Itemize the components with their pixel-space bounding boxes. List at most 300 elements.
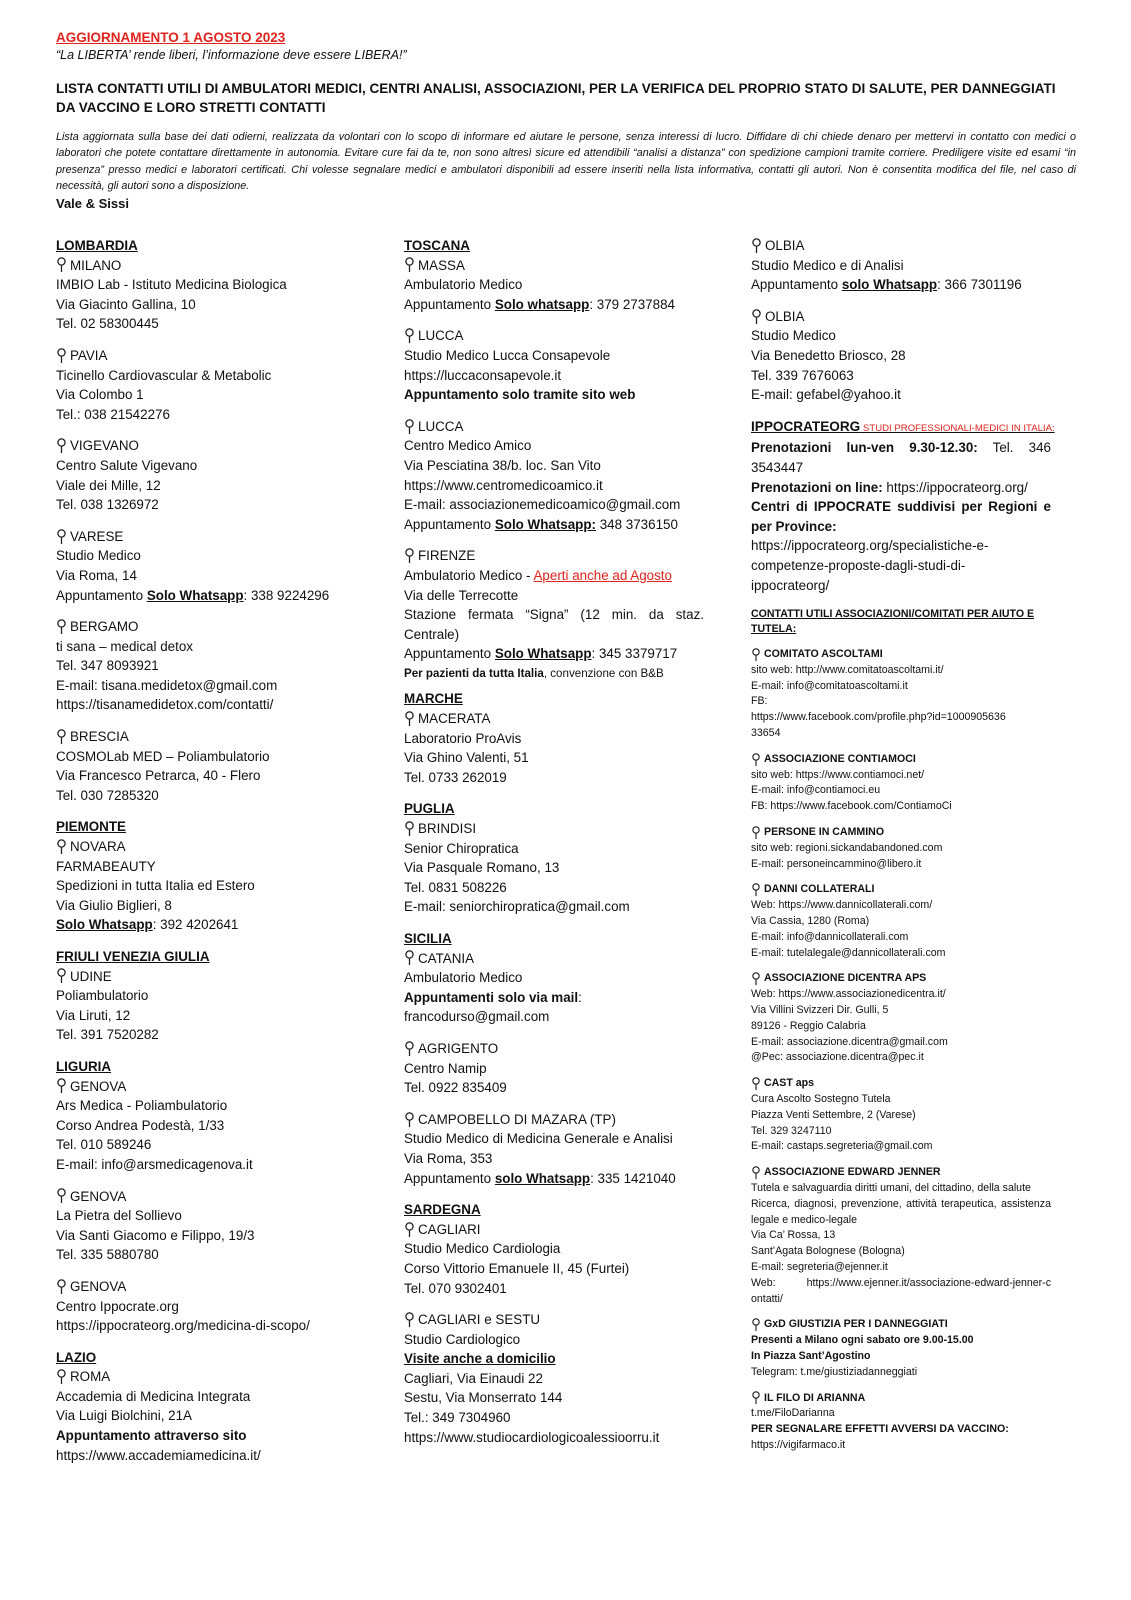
appt-text: Appuntamento [404,646,495,662]
contact-website: https://luccaconsapevole.it [404,367,562,383]
contact-name: Studio Medico Cardiologia [404,1241,561,1257]
contact-appointment [404,1169,704,1189]
city-name: UDINE [70,968,112,984]
appt-number: : 392 4202641 [152,917,239,933]
contact-phone: Tel. 0831 508226 [404,879,507,895]
contact-name: COSMOLab MED – Poliambulatorio [56,748,270,764]
contact-catania [404,949,704,1027]
contact-agrigento [404,1039,704,1098]
ippocrate-booking [751,438,1051,477]
city-heading [404,949,704,969]
contact-name: Studio Medico Lucca Consapevole [404,347,611,363]
assoc-description-1: Tutela e salvaguardia diritti umani, del cittadino, della salute [751,1182,1031,1194]
assoc-heading [751,1317,1051,1333]
appt-number: : 345 3379717 [591,646,678,662]
contact-appointment [404,295,704,315]
contact-brescia [56,727,356,805]
city-heading [404,1310,704,1330]
pin-icon [751,972,761,986]
assoc-fb-url-1: https://www.facebook.com/profile.php?id=1000905636 [751,711,1006,724]
contact-email: E-mail: associazionemedicoamico@gmail.com [404,497,681,513]
city-name: LUCCA [418,418,464,434]
city-heading [751,236,1051,256]
ippocrate-centres: Centri di IPPOCRATE suddivisi per Regioni e per Province: [751,499,1051,534]
contact-website: https://tisanamedidetox.com/contatti/ [56,697,274,713]
city-heading [404,1110,704,1130]
contact-appointment [56,915,356,935]
region-marche: MARCHE [404,691,463,707]
assoc-fb-url-2: 33654 [751,727,781,740]
city-name: MASSA [418,257,465,273]
contact-name: FARMABEAUTY [56,858,156,874]
assoc-name: ASSOCIAZIONE EDWARD JENNER [764,1166,941,1179]
pin-icon [751,826,761,840]
appt-channel: Solo Whatsapp: [494,516,596,532]
city-name: AGRIGENTO [418,1040,499,1056]
city-heading [56,256,356,276]
contact-appointment: Appuntamento solo tramite sito web [404,387,636,403]
city-name: CATANIA [418,950,475,966]
city-name: CAGLIARI e SESTU [418,1312,541,1328]
column-3 [751,236,1055,1454]
contact-appointment [751,275,1051,295]
pin-icon [56,529,67,545]
contact-email: E-mail: seniorchiropratica@gmail.com [404,899,630,915]
contact-email: E-mail: info@arsmedicagenova.it [56,1156,253,1172]
contact-email: francodurso@gmail.com [404,1009,550,1025]
contact-email: E-mail: gefabel@yahoo.it [751,387,901,403]
assoc-heading [751,1165,1051,1181]
city-name: GENOVA [70,1278,127,1294]
assoc-description: Cura Ascolto Sostegno Tutela [751,1093,891,1106]
contact-name: Studio Medico di Medicina Generale e Analisi [404,1131,673,1147]
city-name: CAGLIARI [418,1221,481,1237]
city-name: PAVIA [70,347,108,363]
assoc-fb-label: FB: [751,695,768,708]
assoc-phone: Tel. 329 3247110 [751,1124,832,1137]
contact-address: Via Santi Giacomo e Filippo, 19/3 [56,1227,255,1243]
appt-text: Appuntamento [404,1170,495,1186]
note-bold: Per pazienti da tutta Italia [404,666,544,680]
home-visits-note: Visite anche a domicilio [404,1351,556,1367]
pin-icon [404,257,415,273]
ippocrate-url-1: https://ippocrateorg.org/specialistiche-e- [751,538,989,554]
ippocrate-url-3: ippocrateorg/ [751,577,830,593]
contact-campobello [404,1110,704,1188]
contact-address-1: Cagliari, Via Einaudi 22 [404,1370,543,1386]
contact-name: Senior Chiropratica [404,840,519,856]
assoc-report-label: PER SEGNALARE EFFETTI AVVERSI DA VACCINO: [751,1423,1009,1436]
contact-website: https://www.centromedicoamico.it [404,477,603,493]
city-heading [404,709,704,729]
contact-name: Ars Medica - Poliambulatorio [56,1098,228,1114]
assoc-name: PERSONE IN CAMMINO [764,826,885,839]
region-friuli: FRIULI VENEZIA GIULIA [56,949,210,964]
assoc-name: DANNI COLLATERALI [764,883,875,896]
contact-name: IMBIO Lab - Istituto Medicina Biologica [56,277,287,293]
assoc-fb: FB: https://www.facebook.com/ContiamoCi [751,800,952,813]
assoc-heading [751,825,1051,841]
pin-icon [56,438,67,454]
assoc-address: Piazza Venti Settembre, 2 (Varese) [751,1108,916,1121]
contact-address: Via Ghino Valenti, 51 [404,750,529,766]
contact-name: Studio Medico e di Analisi [751,257,904,273]
appt-text: Appuntamento [751,277,842,293]
assoc-dicentra [751,971,1051,1066]
assoc-heading [751,971,1051,987]
assoc-heading [751,1076,1051,1092]
assoc-name: GxD GIUSTIZIA PER I DANNEGGIATI [764,1318,948,1331]
pin-icon [751,1077,761,1091]
city-heading [56,617,356,637]
appt-channel: solo Whatsapp [494,1170,591,1186]
contact-phone: Tel. 391 7520282 [56,1027,159,1043]
assoc-telegram: Telegram: t.me/giustiziadanneggiati [751,1365,918,1378]
city-name: BERGAMO [70,619,139,635]
region-sardegna: SARDEGNA [404,1202,481,1218]
city-name: FIRENZE [418,548,476,564]
contact-cagliari-sestu [404,1310,704,1447]
pin-icon [56,1279,67,1295]
appt-number: : 379 2737884 [589,296,675,312]
contact-phone: Tel. 0922 835409 [404,1080,507,1096]
contact-address: Via Giacinto Gallina, 10 [56,296,196,312]
region-liguria: LIGURIA [56,1058,112,1074]
ippocrate-title [751,417,1055,439]
pin-icon [404,711,415,727]
contact-vigevano [56,436,356,514]
assoc-email-1: E-mail: info@dannicollaterali.com [751,930,909,943]
assoc-address-2: Sant’Agata Bolognese (Bologna) [751,1245,905,1258]
pin-icon [404,821,415,837]
ippocrate-online [751,478,1051,498]
online-url: https://ippocrateorg.org/ [882,479,1028,495]
contact-note: Spedizioni in tutta Italia ed Estero [56,878,255,894]
pin-icon [56,839,67,855]
appt-channel: solo Whatsapp [841,277,938,293]
contact-name: La Pietra del Sollievo [56,1208,182,1224]
contact-station: Stazione fermata “Signa” (12 min. da staz. Centrale) [404,607,704,642]
contact-phone: Tel. 010 589246 [56,1137,152,1153]
contact-name: Accademia di Medicina Integrata [56,1388,251,1404]
contact-appointment [56,586,356,606]
contact-address: Via Francesco Petrarca, 40 - Flero [56,768,261,784]
contact-address: Corso Andrea Podestà, 1/33 [56,1117,225,1133]
contact-address-2: Sestu, Via Monserrato 144 [404,1390,563,1406]
contact-note [404,664,704,684]
contact-brindisi [404,819,704,917]
contact-phone: Tel. 0733 262019 [404,769,507,785]
contact-name: Ambulatorio Medico [404,277,523,293]
contact-lucca-2 [404,417,704,535]
assoc-name: COMITATO ASCOLTAMI [764,648,883,661]
assoc-email: E-mail: associazione.dicentra@gmail.com [751,1035,948,1048]
contact-name: Centro Medico Amico [404,438,532,454]
assoc-website: sito web: http://www.comitatoascoltami.it/ [751,663,944,676]
contact-name: Centro Salute Vigevano [56,457,198,473]
city-heading [56,1367,356,1387]
city-name: LUCCA [418,328,464,344]
assoc-name: ASSOCIAZIONE CONTIAMOCI [764,752,916,765]
document-title: LISTA CONTATTI UTILI DI AMBULATORI MEDICI, CENTRI ANALISI, ASSOCIAZIONI, PER LA VERIFICA DEL PROPRIO STATO DI SALUTE, PER DANNEGGIATI DA VACCINO E LORO STRETTI CONTATTI [56,81,1056,115]
assoc-website: Web: https://www.associazionedicentra.it/ [751,988,946,1001]
assoc-email-2: E-mail: tutelalegale@dannicollaterali.com [751,946,946,959]
contact-address: Via delle Terrecotte [404,587,519,603]
column-2 [404,236,704,1459]
assoc-email: E-mail: segreteria@ejenner.it [751,1260,888,1273]
motto: “La LIBERTA’ rende liberi, l’informazione deve essere LIBERA!” [56,48,407,62]
assoc-address-2: 89126 - Reggio Calabria [751,1019,866,1032]
city-heading [56,967,356,987]
contact-phone: Tel.: 349 7304960 [404,1410,511,1426]
assoc-location: In Piazza Sant’Agostino [751,1349,871,1362]
city-heading [56,436,356,456]
region-puglia: PUGLIA [404,801,455,817]
pin-icon [751,1391,761,1405]
contact-phone: Tel. 335 5880780 [56,1247,159,1263]
contact-website: https://www.studiocardiologicoalessioorru.it [404,1429,660,1445]
appt-text: Appuntamento [404,296,495,312]
appt-text: Appuntamento [56,587,147,603]
pin-icon [56,619,67,635]
ippocrate-url-2: competenze-proposte-dagli-studi-di- [751,557,966,573]
city-name: MILANO [70,257,122,273]
city-heading [404,1220,704,1240]
pin-icon [404,1312,415,1328]
assoc-danni-collaterali [751,882,1051,961]
contact-address: Corso Vittorio Emanuele II, 45 (Furtei) [404,1260,630,1276]
contact-varese [56,527,356,605]
pin-icon [404,1112,415,1128]
city-name: ROMA [70,1369,111,1385]
contact-address: Via Pesciatina 38/b. loc. San Vito [404,457,601,473]
city-heading [56,727,356,747]
contact-name: Ticinello Cardiovascular & Metabolic [56,367,272,383]
city-heading [56,1187,356,1207]
city-heading [404,256,704,276]
pin-icon [751,309,762,325]
contact-address: Viale dei Mille, 12 [56,477,161,493]
appt-number: : 335 1421040 [590,1170,676,1186]
contact-phone: Tel. 339 7676063 [751,367,854,383]
city-name: VIGEVANO [70,438,139,454]
assoc-description-2: Ricerca, diagnosi, prevenzione, attività terapeutica, assistenza legale e medico-legale [751,1197,1051,1226]
contact-address: Via Roma, 14 [56,567,137,583]
assoc-website: sito web: https://www.contiamoci.net/ [751,768,925,781]
assoc-email: E-mail: personeincammino@libero.it [751,857,922,870]
appt-channel: Solo Whatsapp [146,587,244,603]
pin-icon [56,729,67,745]
appt-channel: Solo whatsapp [494,296,590,312]
city-heading [404,546,704,566]
contact-udine [56,967,356,1045]
contact-name: Laboratorio ProAvis [404,730,522,746]
assoc-pec: @Pec: associazione.dicentra@pec.it [751,1051,924,1064]
assoc-heading [751,647,1051,663]
assoc-filo-di-arianna [751,1391,1051,1454]
city-heading [404,1039,704,1059]
city-heading [751,307,1051,327]
pin-icon [751,238,762,254]
city-name: BRINDISI [418,821,477,837]
city-name: BRESCIA [70,729,129,745]
contact-phone: Tel. 038 1326972 [56,497,159,513]
assoc-heading [751,752,1051,768]
appt-number: 348 3736150 [596,516,678,532]
pin-icon [56,968,67,984]
associations-heading: CONTATTI UTILI ASSOCIAZIONI/COMITATI PER AIUTO E TUTELA: [751,608,1035,636]
pin-icon [56,1369,67,1385]
contact-address: Via Luigi Biolchini, 21A [56,1408,192,1424]
assoc-website: sito web: regioni.sickandabandoned.com [751,841,943,854]
pin-icon [404,950,415,966]
contact-name: Centro Namip [404,1060,487,1076]
contact-name: Ambulatorio Medico - [404,567,534,583]
contact-appointment: Appuntamento attraverso sito [56,1428,247,1444]
region-piemonte: PIEMONTE [56,819,126,835]
contact-website: https://www.accademiamedicina.it/ [56,1447,261,1463]
appt-number: : 366 7301196 [937,277,1022,293]
contact-roma [56,1367,356,1465]
contact-website: https://ippocrateorg.org/medicina-di-scopo/ [56,1318,310,1334]
contact-name: Studio Medico [56,548,141,564]
city-name: GENOVA [70,1188,127,1204]
pin-icon [56,348,67,364]
booking-hours: Prenotazioni lun-ven 9.30-12.30: [751,440,978,456]
city-name: NOVARA [70,839,126,855]
pin-icon [404,328,415,344]
city-heading [56,837,356,857]
assoc-name: IL FILO DI ARIANNA [764,1391,866,1404]
assoc-gxd [751,1317,1051,1380]
assoc-edward-jenner [751,1165,1051,1307]
contact-address: Via Giulio Biglieri, 8 [56,897,172,913]
contact-phone: Tel. 347 8093921 [56,658,159,674]
pin-icon [751,648,761,662]
city-heading [404,326,704,346]
city-name: CAMPOBELLO DI MAZARA (TP) [418,1111,616,1127]
assoc-persone-in-cammino [751,825,1051,872]
pin-icon [404,1041,415,1057]
contact-address: Via Benedetto Briosco, 28 [751,347,906,363]
appt-colon: : [578,989,582,1005]
assoc-email: E-mail: info@contiamoci.eu [751,784,881,797]
city-name: VARESE [70,528,124,544]
contact-genova-1 [56,1077,356,1175]
assoc-heading [751,882,1051,898]
appt-number: : 338 9224296 [243,587,330,603]
region-lazio: LAZIO [56,1349,97,1365]
intro-paragraph: Lista aggiornata sulla base dei dati odierni, realizzata da volontari con lo scopo di informare ed aiutare le persone, senza interessi di lucro. Diffidare di chi chiede denaro per mettervi in contatto con medici o laboratori che potete contattare direttamente in autonomia. Evitare cure fai da te, non sono altresì sicure ed attendibili “analisi a distanza” con spedizione campioni tramite corriere. Prediligere visite ed esami “in presenza” presso medici e laboratori certificati. Chi volesse segnalare medici e ambulatori disponibili ad essere inseriti nella lista informativa, contatti gli autori. Non è consentita modifica del file, nel caso di necessità, gli autori sono a disposizione. [56,131,1076,192]
assoc-contiamoci [751,752,1051,815]
contact-massa [404,256,704,315]
pin-icon [56,1188,67,1204]
pin-icon [751,1318,761,1332]
contact-appointment [404,515,704,535]
contact-email: E-mail: tisana.medidetox@gmail.com [56,677,278,693]
appt-channel: Solo Whatsapp [494,646,592,662]
region-lombardia: LOMBARDIA [56,238,138,253]
contact-olbia-2 [751,307,1051,405]
contact-name: Poliambulatorio [56,988,149,1004]
pin-icon [404,1222,415,1238]
region-toscana: TOSCANA [404,238,470,253]
update-date: AGGIORNAMENTO 1 AGOSTO 2023 [56,30,286,45]
contact-address: Via Pasquale Romano, 13 [404,860,560,876]
assoc-email: E-mail: castaps.segreteria@gmail.com [751,1140,933,1153]
contact-olbia-1 [751,236,1051,295]
city-heading [56,527,356,547]
online-label: Prenotazioni on line: [751,479,883,495]
appt-text: Appuntamento [404,516,495,532]
contact-pavia [56,346,356,424]
contact-phone: Tel.: 038 21542276 [56,406,170,422]
pin-icon [751,1166,761,1180]
column-1 [56,236,356,1477]
assoc-name: ASSOCIAZIONE DICENTRA APS [764,972,927,985]
assoc-ascoltami [751,647,1051,742]
document-header [56,30,1076,211]
contact-address: Via Colombo 1 [56,387,144,403]
ippocrate-subtitle: STUDI PROFESSIONALI-MEDICI IN ITALIA: [860,422,1055,434]
appt-channel: Solo Whatsapp [56,917,153,933]
city-name: OLBIA [765,238,805,253]
assoc-address-1: Via Villini Svizzeri Dir. Gulli, 5 [751,1004,889,1017]
pin-icon [404,548,415,564]
ippocrate-block [751,417,1055,595]
contact-name-line [404,566,704,586]
city-name: MACERATA [418,711,491,727]
contact-name: ti sana – medical detox [56,638,193,654]
assoc-website: Web: https://www.ejenner.it/associazione-edward-jenner-contatti/ [751,1276,1051,1305]
booking-phone: Tel. 346 3543447 [751,440,1051,475]
note-text: , convenzione con B&B [543,666,664,680]
contact-name: Studio Medico [751,328,836,344]
contact-phone: Tel. 02 58300445 [56,316,159,332]
contact-macerata [404,709,704,787]
contact-genova-3 [56,1277,356,1336]
city-name: OLBIA [765,308,805,324]
contact-novara [56,837,356,935]
assoc-telegram: t.me/FiloDarianna [751,1407,835,1420]
contact-appointment [404,644,704,664]
contact-name: Ambulatorio Medico [404,970,523,986]
contact-genova-2 [56,1187,356,1265]
city-heading [404,819,704,839]
pin-icon [751,753,761,767]
city-heading [404,417,704,437]
assoc-address: Via Cassia, 1280 (Roma) [751,915,870,928]
contact-name: Centro Ippocrate.org [56,1298,179,1314]
contact-appointment [404,988,704,1008]
contact-milano [56,256,356,334]
city-name: GENOVA [70,1078,127,1094]
city-heading [56,1077,356,1097]
signature: Vale & Sissi [56,196,129,212]
assoc-website: Web: https://www.dannicollaterali.com/ [751,899,933,912]
assoc-heading [751,1391,1051,1407]
city-heading [56,346,356,366]
pin-icon [404,419,415,435]
assoc-email: E-mail: info@comitatoascoltami.it [751,679,908,692]
contact-firenze [404,546,704,683]
pin-icon [751,883,761,897]
contact-address: Via Roma, 353 [404,1150,493,1166]
ippocrate-name: IPPOCRATEORG [751,418,861,434]
region-sicilia: SICILIA [404,931,452,946]
assoc-schedule: Presenti a Milano ogni sabato ore 9.00-15.00 [751,1334,974,1347]
contact-lucca-1 [404,326,704,404]
